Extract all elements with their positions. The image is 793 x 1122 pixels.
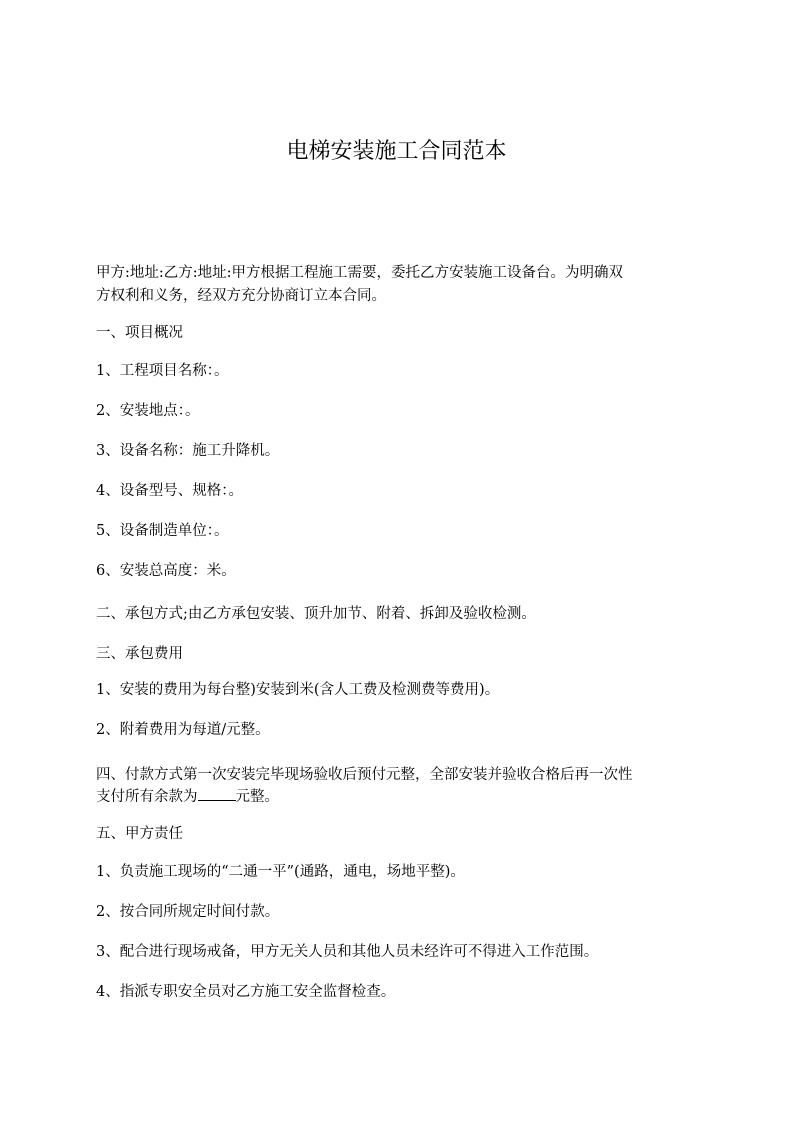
section-3-heading: 三、承包费用 [96,646,183,662]
section-1-heading: 一、项目概况 [96,325,183,341]
item-5-2: 2、按合同所规定时间付款。 [96,904,280,920]
section-5-heading: 五、甲方责任 [96,826,183,842]
section-4-line-2 [96,786,701,808]
item-3-1: 1、安装的费用为每台整)安装到米(含人工费及检测费等费用)。 [96,682,500,698]
item-1-6: 6、安装总高度：米。 [96,563,236,579]
item-1-1: 1、工程项目名称：。 [96,363,229,379]
intro-line-2: 方权利和义务，经双方充分协商订立本合同。 [96,288,386,304]
item-1-4: 4、设备型号、规格：。 [96,483,243,499]
item-5-3: 3、配合进行现场戒备，甲方无关人员和其他人员未经许可不得进入工作范围。 [96,944,599,960]
document-title: 电梯安装施工合同范本 [286,139,507,164]
item-1-3: 3、设备名称：施工升降机。 [96,443,280,459]
item-5-1: 1、负责施工现场的“二通一平”(通路，通电，场地平整)。 [96,864,465,880]
item-3-2: 2、附着费用为每道/元整。 [96,722,270,738]
section-4-line-1: 四、付款方式第一次安装完毕现场验收后预付元整，全部安装并验收合格后再一次性 [96,767,633,783]
item-5-4: 4、指派专职安全员对乙方施工安全监督检查。 [96,984,396,1000]
item-1-5: 5、设备制造单位：。 [96,523,229,539]
amount-blank [198,786,236,801]
section-4-line-2-pre: 支付所有余款为 [96,789,198,805]
section-4-line-2-post: 元整。 [235,789,279,805]
item-1-2: 2、安装地点：。 [96,403,200,419]
section-2-heading: 二、承包方式;由乙方承包安装、顶升加节、附着、拆卸及验收检测。 [96,606,536,622]
intro-line-1: 甲方:地址:乙方:地址:甲方根据工程施工需要，委托乙方安装施工设备台。为明确双 [96,265,624,281]
